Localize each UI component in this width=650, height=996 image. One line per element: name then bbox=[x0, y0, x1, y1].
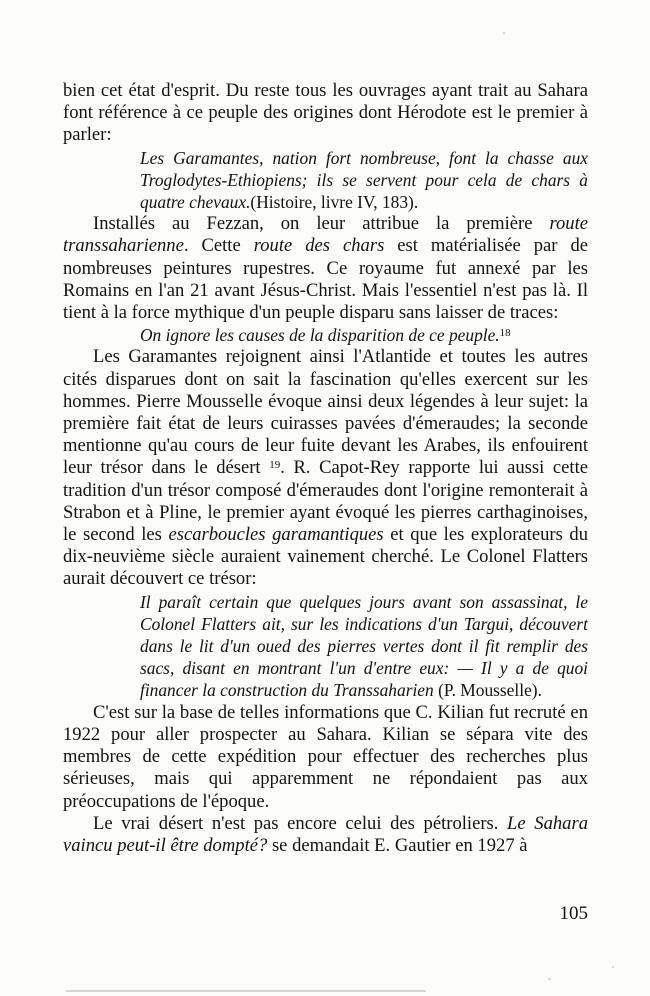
quote-block bbox=[140, 591, 588, 702]
footnote-reference: 19 bbox=[269, 459, 281, 472]
scan-speck bbox=[612, 966, 614, 968]
scan-speck bbox=[503, 32, 505, 34]
text-run: escarboucles garamantiques bbox=[168, 524, 384, 546]
text-run: Le vrai désert n'est pas encore celui des pétroliers. bbox=[93, 812, 508, 834]
text-run: est matérialisée par de nombreuses peintures rupestres. Ce royaume fut annexé par les Romains en l'an 21 avant Jésus-Christ. Mais l'essentiel n'est pas là. Il tient à la force mythique d'un peuple disparu sans laisser de traces: bbox=[63, 235, 588, 324]
text-run: On ignore les causes de la disparition de ce peuple. bbox=[140, 325, 500, 346]
text-run: . Cette bbox=[183, 235, 254, 257]
quote-block bbox=[140, 324, 588, 346]
text-run: et que les explorateurs du dix-neuvième siècle auraient vainement cherché. Le Colonel Flatters aurait découvert ce trésor: bbox=[63, 524, 588, 590]
text-run: . R. Capot-Rey rapporte lui aussi cette tradition d'un trésor composé d'émeraudes dont l'origine remonterait à Strabon et à Pline, le premier ayant évoqué les pierres carthaginoises, le second les bbox=[63, 457, 589, 546]
text-run: Le Sahara vaincu peut-il être dompté? bbox=[63, 812, 588, 856]
text-run: Il paraît certain que quelques jours avant son assassinat, le Colonel Flatters ait, sur les indications d'un Targui, découvert dans le lit d'un oued des pierres vertes dont il fit remplir des sacs, disant en montrant l'un d'entre eux: — Il y a de quoi financer la construction du Transsaharien bbox=[140, 591, 588, 701]
text-run: Les Garamantes, nation fort nombreuse, font la chasse aux Troglodytes-Ethiopiens; ils se servent pour cela de chars à quatre chevaux. bbox=[140, 147, 588, 213]
paragraph bbox=[63, 702, 588, 813]
text-run: C'est sur la base de telles informations que C. Kilian fut recruté en 1922 pour aller prospecter au Sahara. Kilian se sépara vite des membres de cette expédition pour effectuer des recherches plus sérieuses, mais qui apparemment ne répondaient pas aux préoccupations de l'époque. bbox=[63, 701, 588, 812]
page-number: 105 bbox=[559, 903, 588, 924]
scan-speck bbox=[548, 978, 551, 980]
text-run: route transsaharienne bbox=[63, 213, 588, 257]
text-run: Les Garamantes rejoignent ainsi l'Atlantide et toutes les autres cités disparues dont on sait la fascination qu'elles exercent sur les hommes. Pierre Mousselle évoque ainsi deux légendes à leur sujet: la première fait état de leurs cuirasses pavées d'émeraudes; la seconde mentionne qu'au cours de leur fuite devant les Arabes, ils enfouirent leur trésor dans le désert bbox=[63, 346, 588, 479]
paragraph bbox=[63, 80, 588, 147]
paragraph bbox=[63, 346, 588, 590]
scan-artifact-line bbox=[66, 990, 426, 992]
text-block bbox=[63, 80, 588, 857]
paragraph bbox=[63, 213, 588, 324]
paragraph bbox=[63, 813, 588, 857]
text-run: (P. Mousselle). bbox=[438, 680, 542, 701]
footnote-reference: 18 bbox=[499, 327, 511, 340]
text-run: Installés au Fezzan, on leur attribue la première bbox=[93, 213, 550, 235]
text-run: bien cet état d'esprit. Du reste tous les ouvrages ayant trait au Sahara font référence à ce peuple des origines dont Hérodote est le premier à parler: bbox=[63, 80, 588, 146]
text-run: (Histoire, livre IV, 183). bbox=[250, 192, 419, 213]
text-run: se demandait E. Gautier en 1927 à bbox=[267, 834, 528, 856]
text-run: route des chars bbox=[253, 235, 385, 257]
quote-block bbox=[140, 147, 588, 214]
